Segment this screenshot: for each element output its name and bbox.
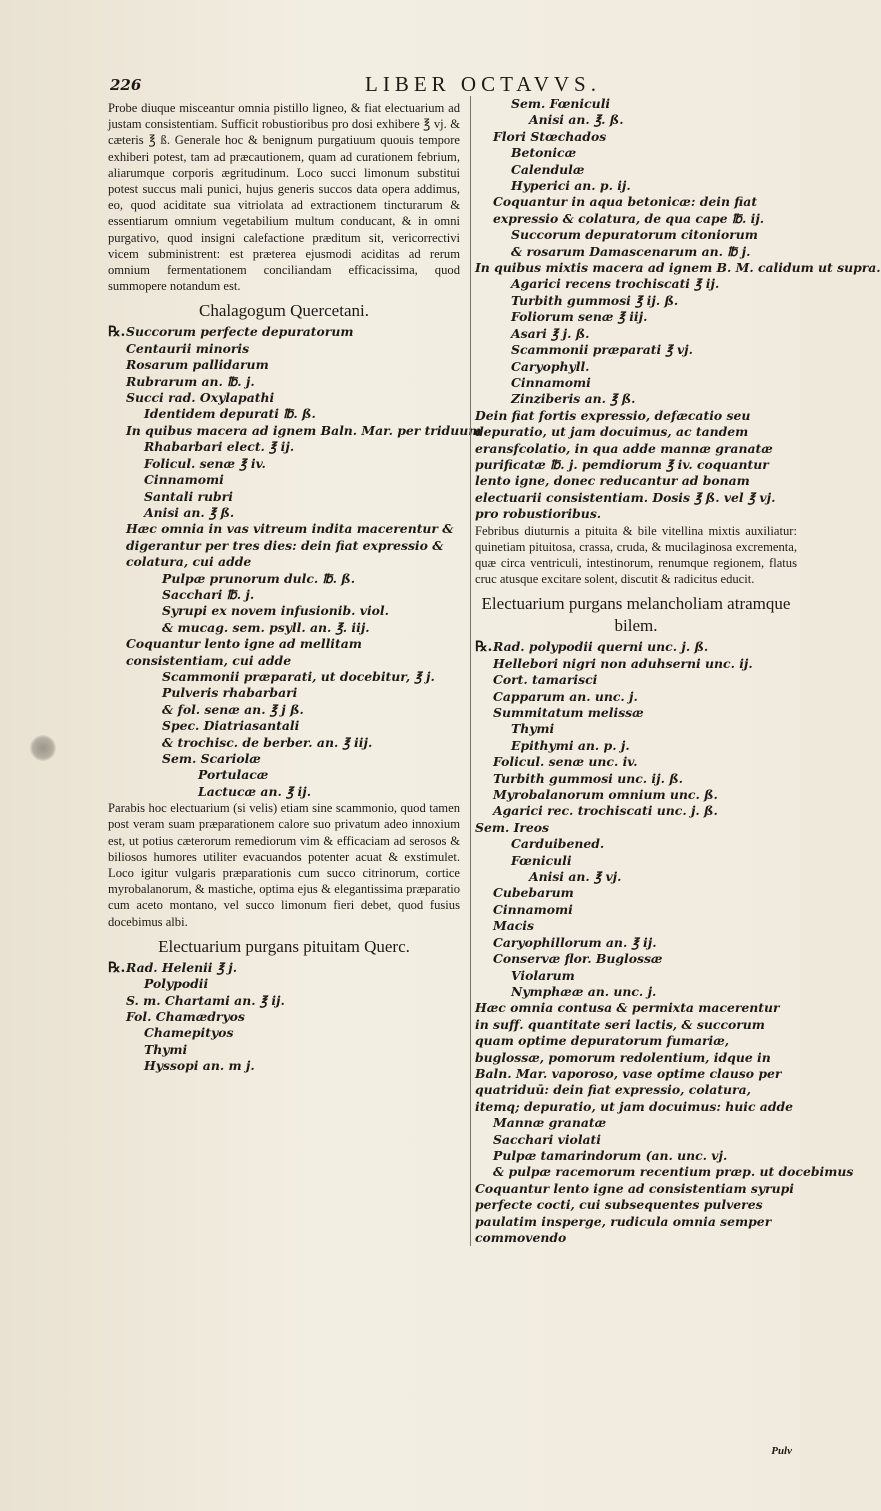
line-text: Flori Stœchados bbox=[493, 128, 607, 144]
recipe-line bbox=[108, 1058, 460, 1074]
body-paragraph bbox=[108, 800, 460, 930]
line-text: Caryophillorum an. ℥ ij. bbox=[493, 934, 657, 950]
line-text: Succorum perfecte depuratorum bbox=[126, 324, 354, 340]
recipe-line bbox=[108, 702, 460, 718]
line-text: Turbith gummosi unc. ij. ß. bbox=[493, 770, 683, 786]
line-text: Folicul. senæ ℥ iv. bbox=[144, 455, 266, 471]
line-text: Macis bbox=[493, 918, 534, 934]
line-text: Febribus diuturnis a pituita & bile vitellina mixtis auxiliatur: quinetiam pituitosa, crassa, cruda, & mucilaginosa excrementa, quæ circa ventriculi, intestinorum, renumque regionem, flatus cruc atusque excitare solent, discutit & radicitus educit. bbox=[475, 523, 797, 587]
line-text: Myrobalanorum omnium unc. ß. bbox=[493, 787, 718, 803]
line-text: Syrupi ex novem infusionib. viol. bbox=[162, 603, 389, 619]
line-text: Anisi an. ℥ vj. bbox=[529, 869, 622, 885]
recipe-line bbox=[108, 960, 460, 976]
recipe-line bbox=[108, 784, 460, 800]
recipe-line bbox=[108, 439, 460, 455]
catchword: Pulv bbox=[771, 1445, 792, 1457]
line-text: Sem. Scariolæ bbox=[162, 751, 261, 766]
line-text: Cinnamomi bbox=[511, 374, 591, 390]
recipe-line bbox=[108, 456, 460, 472]
recipe-line bbox=[108, 993, 460, 1009]
recipe-symbol: ℞. bbox=[475, 639, 493, 656]
recipe-line bbox=[475, 853, 797, 869]
recipe-line bbox=[475, 178, 797, 194]
recipe-line bbox=[475, 935, 797, 951]
line-text: Scammonii præparati ℥ vj. bbox=[511, 342, 693, 358]
line-text: Coquantur lento igne ad mellitam consistentiam, cui adde bbox=[126, 636, 362, 668]
line-text: Scammonii præparati, ut docebitur, ℥ j. bbox=[162, 668, 435, 684]
line-text: Spec. Diatriasantali bbox=[162, 718, 300, 734]
right-column bbox=[470, 96, 881, 1246]
recipe-line bbox=[108, 603, 460, 619]
recipe-line bbox=[475, 359, 797, 375]
line-text: Lactucæ an. ℥ ij. bbox=[198, 783, 312, 799]
line-text: Nymphææ an. unc. j. bbox=[511, 983, 657, 999]
line-text: Probe diuque misceantur omnia pistillo ligneo, & fiat electuarium ad justam consistentiam. Sufficit robustioribus pro dosi exhibere ℥ vj. & cæteris ℥ ß. Generale hoc & benignum purgatiuum quouis tempore exhiberi potest, tam ad præcautionem, quam ad curationem febrium, aliarumque corporis ægritudinum. Loco succi limonum substitui potest succus mali punici, hujus generis succos data opera addimus, eo, quod aciditate sua vitriolata ad extractionem tincturarum & essentiarum omnium vegetabilium multum conducant, & in omni purgativo, quod insigni calefactione præditum sit, vericorrectivi vicem subministrent: est præterea ejusmodi aciditas ad rerum omnium fermentationem conciliandam efficacissima, quod summopere notandum est. bbox=[108, 101, 460, 294]
line-text: Anisi an. ℥. ß. bbox=[529, 112, 624, 128]
line-text: Coquantur lento igne ad consistentiam syrupi perfecte cocti, cui subsequentes pulveres paulatim insperge, rudicula omnia semper commovendo bbox=[475, 1180, 794, 1245]
line-text: & fol. senæ an. ℥ j ß. bbox=[162, 701, 304, 717]
recipe-line bbox=[475, 984, 797, 1000]
recipe-line bbox=[475, 1164, 854, 1180]
line-text: Succorum depuratorum citoniorum bbox=[511, 227, 758, 243]
recipe-line bbox=[108, 1025, 460, 1041]
line-text: Santali rubri bbox=[144, 488, 233, 504]
recipe-line bbox=[475, 918, 797, 934]
line-text: Turbith gummosi ℥ ij. ß. bbox=[511, 292, 679, 308]
body-paragraph bbox=[108, 100, 460, 294]
recipe-line bbox=[108, 489, 460, 505]
line-text: Agarici recens trochiscati ℥ ij. bbox=[511, 276, 720, 292]
line-text: Rubrarum an. ℔. j. bbox=[126, 373, 255, 389]
recipe-line bbox=[475, 738, 797, 754]
recipe-line bbox=[475, 951, 797, 967]
line-text: Rad. polypodii querni unc. j. ß. bbox=[493, 639, 709, 655]
recipe-symbol: ℞. bbox=[108, 324, 126, 341]
line-text: Rhabarbari elect. ℥ ij. bbox=[144, 439, 295, 455]
recipe-line bbox=[475, 820, 797, 836]
line-text: Zinziberis an. ℥ ß. bbox=[511, 391, 636, 407]
recipe-line bbox=[475, 112, 797, 128]
line-text: Sacchari violati bbox=[493, 1131, 601, 1147]
recipe-line bbox=[475, 342, 797, 358]
line-text: Electuarium purgans pituitam Querc. bbox=[158, 936, 410, 956]
line-text: Hæc omnia contusa & permixta macerentur in suff. quantitate seri lactis, & succorum quam optime depuratorum fumariæ, buglossæ, pomorum redolentium, idque in Baln. Mar. vaporoso, vase optime clauso per quatriduū: dein fiat expressio, colatura, itemq; depuratio, ut jam docuimus: huic adde bbox=[475, 1000, 794, 1114]
recipe-line bbox=[108, 357, 460, 373]
line-text: Violarum bbox=[511, 967, 575, 983]
recipe-line bbox=[108, 718, 460, 734]
line-text: Sem. Fœniculi bbox=[511, 96, 611, 111]
page-number: 226 bbox=[110, 76, 142, 94]
recipe-line bbox=[475, 408, 797, 523]
recipe-line bbox=[108, 422, 482, 439]
recipe-line bbox=[108, 735, 460, 751]
recipe-line bbox=[108, 324, 460, 340]
line-text: Electuarium purgans melancholiam atramque bilem. bbox=[481, 594, 791, 636]
recipe-line bbox=[108, 374, 460, 390]
line-text: Betonicæ bbox=[511, 145, 577, 161]
recipe-line bbox=[475, 771, 797, 787]
recipe-line bbox=[475, 1115, 797, 1131]
line-text: Summitatum melissæ bbox=[493, 705, 644, 720]
recipe-line bbox=[475, 1132, 797, 1148]
line-text: Identidem depurati ℔. ß. bbox=[144, 406, 316, 422]
recipe-heading bbox=[108, 300, 460, 322]
line-text: Dein fiat fortis expressio, defæcatio seu depuratio, ut jam docuimus, ac tandem eransfcolatio, in qua adde mannæ granatæ purificatæ ℔. j. pemdiorum ℥ iv. coquantur lento igne, donec reducantur ad bonam electuarii consistentiam. Dosis ℥ ß. vel ℥ vj. pro robustioribus. bbox=[475, 407, 776, 522]
recipe-line bbox=[475, 96, 797, 112]
line-text: Cubebarum bbox=[493, 885, 574, 901]
recipe-line bbox=[475, 293, 797, 309]
line-text: Hæc omnia in vas vitreum indita macerentur & digerantur per tres dies: dein fiat expressio & colatura, cui adde bbox=[126, 521, 454, 570]
line-text: Fœniculi bbox=[511, 852, 572, 868]
recipe-line bbox=[108, 571, 460, 587]
line-text: Cort. tamarisci bbox=[493, 672, 598, 688]
line-text: & mucag. sem. psyll. an. ℥. iij. bbox=[162, 619, 370, 635]
recipe-line bbox=[475, 869, 797, 885]
recipe-line bbox=[108, 406, 460, 422]
recipe-line bbox=[475, 656, 797, 672]
recipe-line bbox=[475, 689, 797, 705]
recipe-line bbox=[475, 885, 797, 901]
line-text: Centaurii minoris bbox=[126, 340, 250, 356]
recipe-line bbox=[475, 803, 797, 819]
recipe-line bbox=[108, 521, 460, 570]
line-text: Rosarum pallidarum bbox=[126, 357, 269, 373]
recipe-line bbox=[108, 685, 460, 701]
line-text: Hyperici an. p. ij. bbox=[511, 178, 631, 194]
line-text: Succi rad. Oxylapathi bbox=[126, 390, 275, 406]
recipe-line bbox=[475, 326, 797, 342]
recipe-line bbox=[108, 669, 460, 685]
line-text: & trochisc. de berber. an. ℥ iij. bbox=[162, 734, 373, 750]
recipe-line bbox=[108, 1042, 460, 1058]
line-text: & pulpæ racemorum recentium præp. ut docebimus bbox=[493, 1164, 854, 1180]
recipe-line bbox=[475, 260, 881, 276]
line-text: Carduibened. bbox=[511, 836, 605, 852]
line-text: Parabis hoc electuarium (si velis) etiam sine scammonio, quod tamen post veram suam præparationem calore suo privatum adeo innoxium est, ut potius cæterorum remediorum vim & efficaciam ad serosos & biliosos humores utiliter evacuandos potenter acuat & exstimulet. Loco igitur vulgaris præparationis cum succo citrinorum, cortice myrobalanorum, & mastiche, optima ejus & elegantissima præparatio cum aceto montano, vel succo limonum fieri debet, quod fusius docebimus albi. bbox=[108, 801, 460, 929]
line-text: Mannæ granatæ bbox=[493, 1115, 607, 1131]
line-text: Conservæ flor. Buglossæ bbox=[493, 951, 663, 967]
recipe-line bbox=[108, 587, 460, 603]
line-text: Thymi bbox=[144, 1041, 188, 1057]
recipe-line bbox=[108, 620, 460, 636]
recipe-line bbox=[475, 391, 797, 407]
recipe-line bbox=[108, 472, 460, 488]
line-text: & rosarum Damascenarum an. ℔ j. bbox=[511, 243, 751, 259]
line-text: Pulveris rhabarbari bbox=[162, 685, 298, 701]
line-text: Anisi an. ℥ ß. bbox=[144, 504, 235, 520]
line-text: Hellebori nigri non aduhserni unc. ij. bbox=[493, 655, 753, 671]
recipe-symbol: ℞. bbox=[108, 959, 126, 976]
recipe-heading bbox=[475, 593, 797, 637]
recipe-line bbox=[108, 636, 460, 669]
recipe-line bbox=[108, 505, 460, 521]
line-text: Caryophyll. bbox=[511, 358, 590, 374]
line-text: Pulpæ tamarindorum (an. unc. vj. bbox=[493, 1147, 728, 1163]
recipe-line bbox=[475, 309, 797, 325]
line-text: Asari ℥ j. ß. bbox=[511, 325, 590, 341]
line-text: Pulpæ prunorum dulc. ℔. ß. bbox=[162, 570, 356, 586]
line-text: Epithymi an. p. j. bbox=[511, 737, 630, 753]
recipe-line bbox=[108, 341, 460, 357]
recipe-line bbox=[108, 390, 460, 406]
ink-stain bbox=[30, 735, 56, 761]
running-head: LIBER OCTAVVS. bbox=[365, 72, 601, 96]
line-text: Capparum an. unc. j. bbox=[493, 688, 638, 704]
line-text: Coquantur in aqua betonicæ: dein fiat expressio & colatura, de qua cape ℔. ij. bbox=[493, 194, 765, 226]
line-text: Foliorum senæ ℥ iij. bbox=[511, 309, 648, 325]
recipe-line bbox=[108, 751, 460, 767]
line-text: Sem. Ireos bbox=[475, 819, 550, 835]
line-text: S. m. Chartami an. ℥ ij. bbox=[126, 992, 285, 1008]
recipe-line bbox=[475, 968, 797, 984]
page-header bbox=[110, 72, 710, 98]
recipe-line bbox=[475, 672, 797, 688]
recipe-line bbox=[475, 1148, 797, 1164]
recipe-line bbox=[475, 244, 797, 260]
line-text: Sacchari ℔. j. bbox=[162, 586, 255, 602]
recipe-line bbox=[475, 836, 797, 852]
line-text: Portulacæ bbox=[198, 767, 269, 783]
line-text: In quibus macera ad ignem Baln. Mar. per triduum bbox=[126, 422, 482, 438]
line-text: Rad. Helenii ℥ j. bbox=[126, 959, 238, 975]
line-text: In quibus mixtis macera ad ignem B. M. calidum ut supra. bbox=[475, 260, 881, 276]
recipe-line bbox=[475, 705, 797, 721]
recipe-line bbox=[108, 976, 460, 992]
recipe-heading bbox=[108, 936, 460, 958]
recipe-line bbox=[475, 227, 797, 243]
line-text: Fol. Chamædryos bbox=[126, 1009, 245, 1025]
recipe-line bbox=[475, 902, 797, 918]
line-text: Hyssopi an. m j. bbox=[144, 1058, 255, 1074]
recipe-line bbox=[475, 639, 797, 655]
line-text: Chamepityos bbox=[144, 1025, 234, 1041]
recipe-line bbox=[475, 1000, 797, 1115]
recipe-line bbox=[475, 721, 797, 737]
recipe-line bbox=[475, 787, 797, 803]
recipe-line bbox=[108, 767, 460, 783]
recipe-line bbox=[475, 375, 797, 391]
recipe-line bbox=[475, 1181, 797, 1247]
recipe-line bbox=[475, 145, 797, 161]
recipe-line bbox=[475, 162, 797, 178]
recipe-line bbox=[475, 276, 797, 292]
line-text: Chalagogum Quercetani. bbox=[199, 301, 369, 321]
line-text: Cinnamomi bbox=[144, 472, 224, 488]
line-text: Thymi bbox=[511, 721, 555, 737]
body-paragraph bbox=[475, 523, 797, 588]
recipe-line bbox=[475, 194, 797, 227]
recipe-line bbox=[108, 1009, 460, 1025]
line-text: Polypodii bbox=[144, 976, 209, 992]
line-text: Calendulæ bbox=[511, 161, 585, 177]
line-text: Agarici rec. trochiscati unc. j. ß. bbox=[493, 803, 718, 819]
line-text: Cinnamomi bbox=[493, 901, 573, 917]
left-column bbox=[108, 100, 482, 1075]
recipe-line bbox=[475, 754, 797, 770]
recipe-line bbox=[475, 129, 797, 145]
line-text: Folicul. senæ unc. iv. bbox=[493, 754, 638, 770]
